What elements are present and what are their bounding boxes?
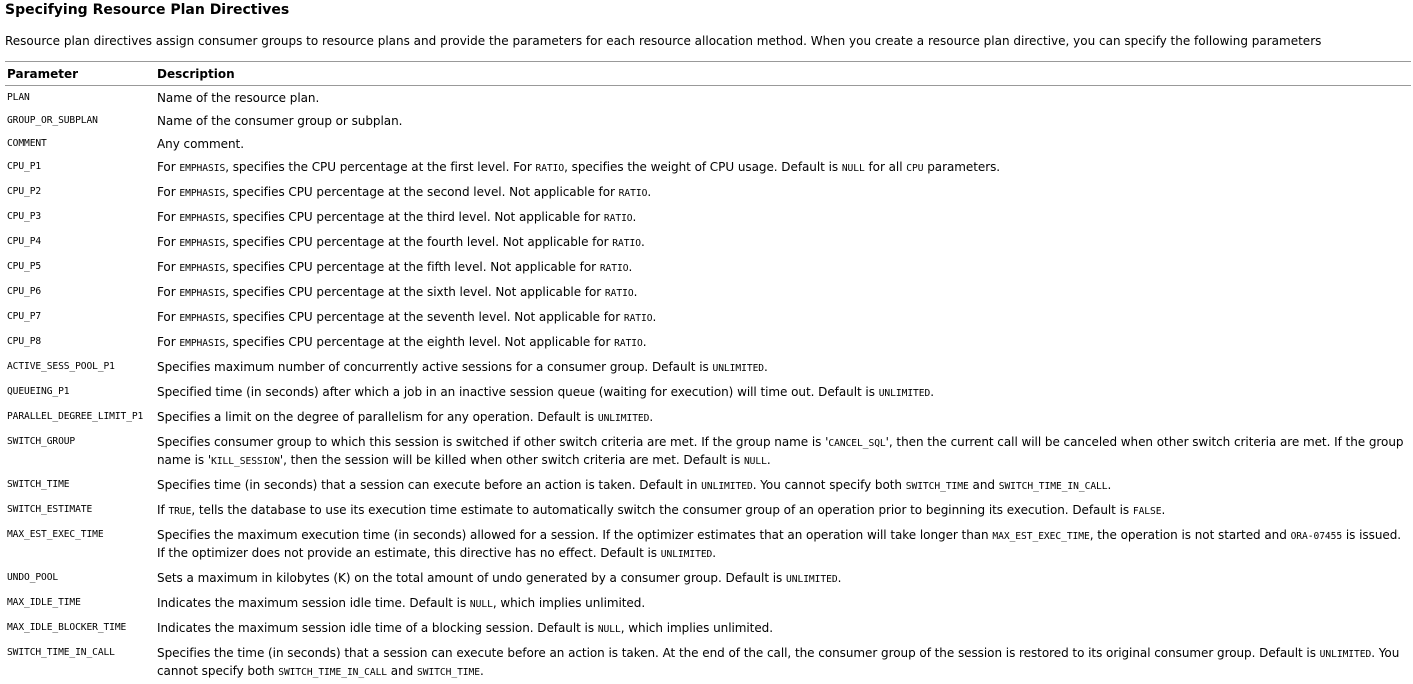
description-text: is issued. If the optimizer does not provide an estimate, this directive has no effect. Default is <box>157 528 1401 560</box>
table-row <box>5 155 1411 180</box>
description-text: Specifies time (in seconds) that a session can execute before an action is taken. Default in <box>157 478 701 492</box>
table-row <box>5 473 1411 498</box>
inline-code: EMPHASIS <box>179 188 225 199</box>
description-text: , tells the database to use its execution time estimate to automatically switch the consumer group of an operation prior to beginning its execution. Default is <box>191 503 1133 517</box>
description-text: Indicates the maximum session idle time. Default is <box>157 596 470 610</box>
inline-code: UNLIMITED <box>786 574 838 585</box>
parameter-name: SWITCH_TIME <box>5 473 155 498</box>
parameter-name: CPU_P7 <box>5 305 155 330</box>
description-text: For <box>157 335 179 349</box>
parameter-name: PLAN <box>5 86 155 110</box>
description-text: Specifies a limit on the degree of parallelism for any operation. Default is <box>157 410 598 424</box>
parameter-description <box>155 591 1411 616</box>
parameter-name: MAX_IDLE_TIME <box>5 591 155 616</box>
description-text: . <box>643 335 647 349</box>
table-row <box>5 330 1411 355</box>
description-text: Sets a maximum in kilobytes (K) on the total amount of undo generated by a consumer group. Default is <box>157 571 786 585</box>
description-text: For <box>157 185 179 199</box>
description-text: . <box>1108 478 1112 492</box>
inline-code: UNLIMITED <box>598 413 650 424</box>
table-row <box>5 566 1411 591</box>
page-title: Specifying Resource Plan Directives <box>5 1 289 19</box>
description-text: and <box>969 478 999 492</box>
parameter-description <box>155 132 1411 155</box>
description-text: . <box>480 664 484 678</box>
inline-code: EMPHASIS <box>179 238 225 249</box>
description-text: . You cannot specify both <box>753 478 906 492</box>
inline-code: RATIO <box>535 163 564 174</box>
inline-code: NULL <box>744 456 767 467</box>
parameter-name: QUEUEING_P1 <box>5 380 155 405</box>
parameter-description <box>155 330 1411 355</box>
table-row <box>5 430 1411 473</box>
table-row <box>5 280 1411 305</box>
description-text: , which implies unlimited. <box>621 621 773 635</box>
inline-code: UNLIMITED <box>1320 649 1372 660</box>
description-text: . <box>712 546 716 560</box>
description-text: , specifies CPU percentage at the fifth level. Not applicable for <box>225 260 600 274</box>
parameter-name: CPU_P8 <box>5 330 155 355</box>
description-text: If <box>157 503 168 517</box>
inline-code: EMPHASIS <box>179 338 225 349</box>
inline-code: CPU <box>906 163 923 174</box>
description-text: . <box>764 360 768 374</box>
inline-code: RATIO <box>600 263 629 274</box>
parameter-description <box>155 523 1411 566</box>
inline-code: EMPHASIS <box>179 313 225 324</box>
inline-code: SWITCH_TIME_IN_CALL <box>999 481 1108 492</box>
table-row <box>5 591 1411 616</box>
table-row <box>5 132 1411 155</box>
table-row <box>5 255 1411 280</box>
description-text: . You cannot specify both <box>157 646 1399 678</box>
table-header-row <box>5 62 1411 86</box>
table-row <box>5 498 1411 523</box>
description-text: Specifies consumer group to which this session is switched if other switch criteria are met. If the group name is ' <box>157 435 828 449</box>
table-row <box>5 641 1411 684</box>
description-text: For <box>157 160 179 174</box>
inline-code: RATIO <box>624 313 653 324</box>
parameter-description <box>155 405 1411 430</box>
parameter-description <box>155 473 1411 498</box>
inline-code: MAX_EST_EXEC_TIME <box>992 531 1089 542</box>
parameter-name: MAX_EST_EXEC_TIME <box>5 523 155 566</box>
parameter-description <box>155 280 1411 305</box>
parameter-name: CPU_P1 <box>5 155 155 180</box>
description-text: Indicates the maximum session idle time of a blocking session. Default is <box>157 621 598 635</box>
description-text: parameters. <box>923 160 1000 174</box>
description-text: ', then the session will be killed when other switch criteria are met. Default is <box>280 453 744 467</box>
description-text: . <box>633 210 637 224</box>
parameter-name: COMMENT <box>5 132 155 155</box>
description-text: for all <box>865 160 907 174</box>
parameter-description <box>155 355 1411 380</box>
parameter-name: UNDO_POOL <box>5 566 155 591</box>
description-text: For <box>157 210 179 224</box>
parameter-name: MAX_IDLE_BLOCKER_TIME <box>5 616 155 641</box>
parameter-name: GROUP_OR_SUBPLAN <box>5 109 155 132</box>
description-text: and <box>387 664 417 678</box>
table-row <box>5 205 1411 230</box>
description-text: Specifies maximum number of concurrently active sessions for a consumer group. Default is <box>157 360 712 374</box>
table-body <box>5 86 1411 684</box>
inline-code: UNLIMITED <box>879 388 931 399</box>
inline-code: EMPHASIS <box>179 213 225 224</box>
inline-code: RATIO <box>614 338 643 349</box>
inline-code: FALSE <box>1133 506 1162 517</box>
description-text: , specifies CPU percentage at the sixth level. Not applicable for <box>225 285 605 299</box>
description-text: , specifies the weight of CPU usage. Default is <box>564 160 842 174</box>
table-row <box>5 616 1411 641</box>
description-text: . <box>649 410 653 424</box>
description-text: For <box>157 260 179 274</box>
inline-code: TRUE <box>168 506 191 517</box>
description-text: . <box>653 310 657 324</box>
inline-code: NULL <box>842 163 865 174</box>
description-text: ', then the current call will be canceled when other switch criteria are met. If the group name is ' <box>157 435 1403 467</box>
parameter-description <box>155 430 1411 473</box>
table-row <box>5 305 1411 330</box>
description-text: Specifies the maximum execution time (in seconds) allowed for a session. If the optimizer estimates that an operation will take longer than <box>157 528 992 542</box>
parameter-name: CPU_P4 <box>5 230 155 255</box>
parameter-description <box>155 205 1411 230</box>
inline-code: RATIO <box>604 213 633 224</box>
inline-code: RATIO <box>612 238 641 249</box>
description-text: , specifies CPU percentage at the eighth level. Not applicable for <box>225 335 614 349</box>
description-text: . <box>647 185 651 199</box>
inline-code: EMPHASIS <box>179 163 225 174</box>
parameter-description <box>155 616 1411 641</box>
table-row <box>5 380 1411 405</box>
description-text: For <box>157 310 179 324</box>
parameter-name: SWITCH_TIME_IN_CALL <box>5 641 155 684</box>
table-row <box>5 405 1411 430</box>
parameter-name: CPU_P6 <box>5 280 155 305</box>
description-text: , specifies the CPU percentage at the first level. For <box>225 160 535 174</box>
parameter-name: CPU_P5 <box>5 255 155 280</box>
inline-code: NULL <box>470 599 493 610</box>
description-text: Name of the consumer group or subplan. <box>157 114 402 128</box>
parameter-description <box>155 255 1411 280</box>
parameter-description <box>155 86 1411 110</box>
description-text: Specifies the time (in seconds) that a session can execute before an action is taken. At the end of the call, the consumer group of the session is restored to its original consumer group. Default is <box>157 646 1320 660</box>
description-text: , specifies CPU percentage at the seventh level. Not applicable for <box>225 310 624 324</box>
parameter-description <box>155 305 1411 330</box>
column-header-description: Description <box>155 62 1411 86</box>
inline-code: UNLIMITED <box>712 363 764 374</box>
parameter-description <box>155 641 1411 684</box>
inline-code: ORA-07455 <box>1291 531 1343 542</box>
parameter-description <box>155 230 1411 255</box>
parameter-name: SWITCH_GROUP <box>5 430 155 473</box>
parameter-description <box>155 498 1411 523</box>
description-text: . <box>634 285 638 299</box>
table-row <box>5 230 1411 255</box>
description-text: . <box>767 453 771 467</box>
inline-code: NULL <box>598 624 621 635</box>
description-text: , specifies CPU percentage at the second level. Not applicable for <box>225 185 618 199</box>
description-text: , which implies unlimited. <box>493 596 645 610</box>
parameter-description <box>155 566 1411 591</box>
inline-code: KILL_SESSION <box>211 456 280 467</box>
table-row <box>5 523 1411 566</box>
description-text: , specifies CPU percentage at the fourth level. Not applicable for <box>225 235 612 249</box>
description-text: For <box>157 285 179 299</box>
inline-code: EMPHASIS <box>179 263 225 274</box>
parameter-description <box>155 180 1411 205</box>
description-text: , specifies CPU percentage at the third level. Not applicable for <box>225 210 604 224</box>
table-row <box>5 109 1411 132</box>
inline-code: UNLIMITED <box>661 549 713 560</box>
parameter-name: CPU_P2 <box>5 180 155 205</box>
inline-code: SWITCH_TIME_IN_CALL <box>278 667 387 678</box>
intro-paragraph: Resource plan directives assign consumer groups to resource plans and provide the parameters for each resource allocation method. When you create a resource plan directive, you can specify the following parameters <box>5 33 1321 49</box>
description-text: Specified time (in seconds) after which a job in an inactive session queue (waiting for execution) will time out. Default is <box>157 385 879 399</box>
inline-code: UNLIMITED <box>701 481 753 492</box>
parameter-name: SWITCH_ESTIMATE <box>5 498 155 523</box>
parameters-table <box>5 61 1411 684</box>
inline-code: RATIO <box>619 188 648 199</box>
parameter-name: ACTIVE_SESS_POOL_P1 <box>5 355 155 380</box>
description-text: , the operation is not started and <box>1090 528 1291 542</box>
description-text: . <box>628 260 632 274</box>
parameter-name: CPU_P3 <box>5 205 155 230</box>
parameter-description <box>155 109 1411 132</box>
inline-code: SWITCH_TIME <box>906 481 969 492</box>
inline-code: EMPHASIS <box>179 288 225 299</box>
parameter-description <box>155 380 1411 405</box>
description-text: For <box>157 235 179 249</box>
description-text: . <box>1161 503 1165 517</box>
description-text: . <box>838 571 842 585</box>
table-row <box>5 86 1411 110</box>
description-text: . <box>930 385 934 399</box>
parameter-description <box>155 155 1411 180</box>
table-row <box>5 355 1411 380</box>
inline-code: SWITCH_TIME <box>417 667 480 678</box>
table-row <box>5 180 1411 205</box>
inline-code: CANCEL_SQL <box>828 438 885 449</box>
parameter-name: PARALLEL_DEGREE_LIMIT_P1 <box>5 405 155 430</box>
inline-code: RATIO <box>605 288 634 299</box>
column-header-parameter: Parameter <box>5 62 155 86</box>
description-text: . <box>641 235 645 249</box>
description-text: Any comment. <box>157 137 244 151</box>
description-text: Name of the resource plan. <box>157 91 319 105</box>
